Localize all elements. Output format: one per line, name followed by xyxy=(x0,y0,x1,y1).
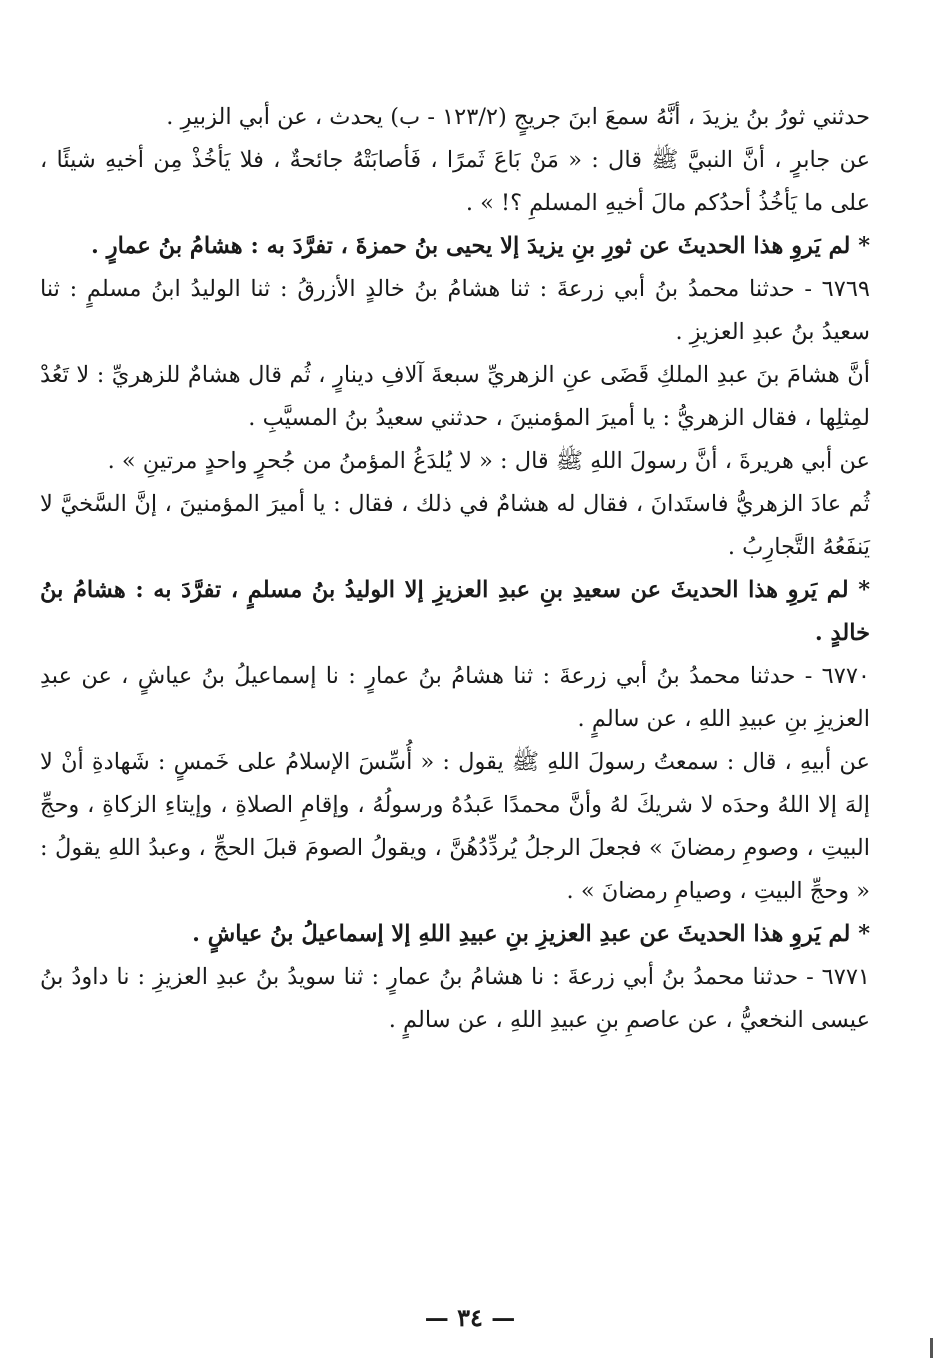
paragraph-1: حدثني ثورُ بنُ يزيدَ ، أنَّهُ سمعَ ابنَ جريجٍ (١٢٣/٢ - ب) يحدث ، عن أبي الزبيرِ . xyxy=(166,104,870,130)
paragraph-7: ثُم عادَ الزهريُّ فاستَدانَ ، فقال له هشامٌ في ذلك ، فقال : يا أميرَ المؤمنينَ ، إنَّ السَّخيَّ لا يَنفَعُهُ التَّجارِبُ . xyxy=(40,491,870,560)
hadith-6770-chain: ٦٧٧٠ - حدثنا محمدُ بنُ أبي زرعةَ : ثنا هشامُ بنُ عمارٍ : نا إسماعيلُ بنُ عياشٍ ، عن عبدِ العزيزِ بنِ عبيدِ اللهِ ، عن سالمٍ . xyxy=(40,663,870,732)
commentary-note-3: * لم يَروِ هذا الحديثَ عن عبدِ العزيزِ بنِ عبيدِ اللهِ إلا إسماعيلُ بنُ عياشٍ . xyxy=(192,921,870,947)
paragraph-2: عن جابرٍ ، أنَّ النبيَّ ﷺ قال : « مَنْ بَاعَ ثَمرًا ، فَأصابَتْهُ جائحةٌ ، فلا يَأخُذْ مِن أخيهِ شيئًا ، على ما يَأخُذُ أحدُكم مالَ أخيهِ المسلمِ ؟! » . xyxy=(40,147,870,216)
page-number: — ٣٤ — xyxy=(424,1303,516,1332)
commentary-note-1: * لم يَروِ هذا الحديثَ عن ثورِ بنِ يزيدَ إلا يحيى بنُ حمزةَ ، تفرَّدَ به : هشامُ بنُ عمارٍ . xyxy=(91,233,870,259)
hadith-6769-chain: ٦٧٦٩ - حدثنا محمدُ بنُ أبي زرعةَ : ثنا هشامُ بنُ خالدٍ الأزرقُ : ثنا الوليدُ ابنُ مسلمٍ : ثنا سعيدُ بنُ عبدِ العزيزِ . xyxy=(40,276,870,345)
paragraph-6: عن أبي هريرةَ ، أنَّ رسولَ اللهِ ﷺ قال : « لا يُلدَغُ المؤمنُ من جُحرٍ واحدٍ مرتينِ » . xyxy=(107,448,870,474)
paragraph-5: أنَّ هشامَ بنَ عبدِ الملكِ قَضَى عنِ الزهريِّ سبعةَ آلافِ دينارٍ ، ثُم قال هشامٌ للزهريِّ : لا تَعُدْ لمِثلِها ، فقال الزهريُّ : يا أميرَ المؤمنينَ ، حدثني سعيدُ بنُ المسيَّبِ . xyxy=(40,362,870,431)
scan-edge-mark xyxy=(930,1338,933,1358)
hadith-6771-chain: ٦٧٧١ - حدثنا محمدُ بنُ أبي زرعةَ : نا هشامُ بنُ عمارٍ : ثنا سويدُ بنُ عبدِ العزيزِ : نا داودُ بنُ عيسى النخعيُّ ، عن عاصمِ بنِ عبيدِ اللهِ ، عن سالمٍ . xyxy=(40,964,870,1033)
paragraph-10: عن أبيهِ ، قال : سمعتُ رسولَ اللهِ ﷺ يقول : « أُسِّسَ الإسلامُ على خَمسٍ : شَهادةِ أنْ لا إلهَ إلا اللهُ وحدَه لا شريكَ لهُ وأنَّ محمدًا عَبدُهُ ورسولُهُ ، وإقامِ الصلاةِ ، وإيتاءِ الزكاةِ ، وحجِّ البيتِ ، وصومِ رمضانَ » فجعلَ الرجلُ يُردِّدُهُنَّ ، ويقولُ الصومَ قبلَ الحجِّ ، وعبدُ اللهِ يقولُ : « وحجِّ البيتِ ، وصيامِ رمضانَ » . xyxy=(40,749,870,904)
commentary-note-2: * لم يَروِ هذا الحديثَ عن سعيدِ بنِ عبدِ العزيزِ إلا الوليدُ بنُ مسلمٍ ، تفرَّدَ به : هشامُ بنُ خالدٍ . xyxy=(40,577,870,646)
main-text-block xyxy=(40,96,870,1042)
